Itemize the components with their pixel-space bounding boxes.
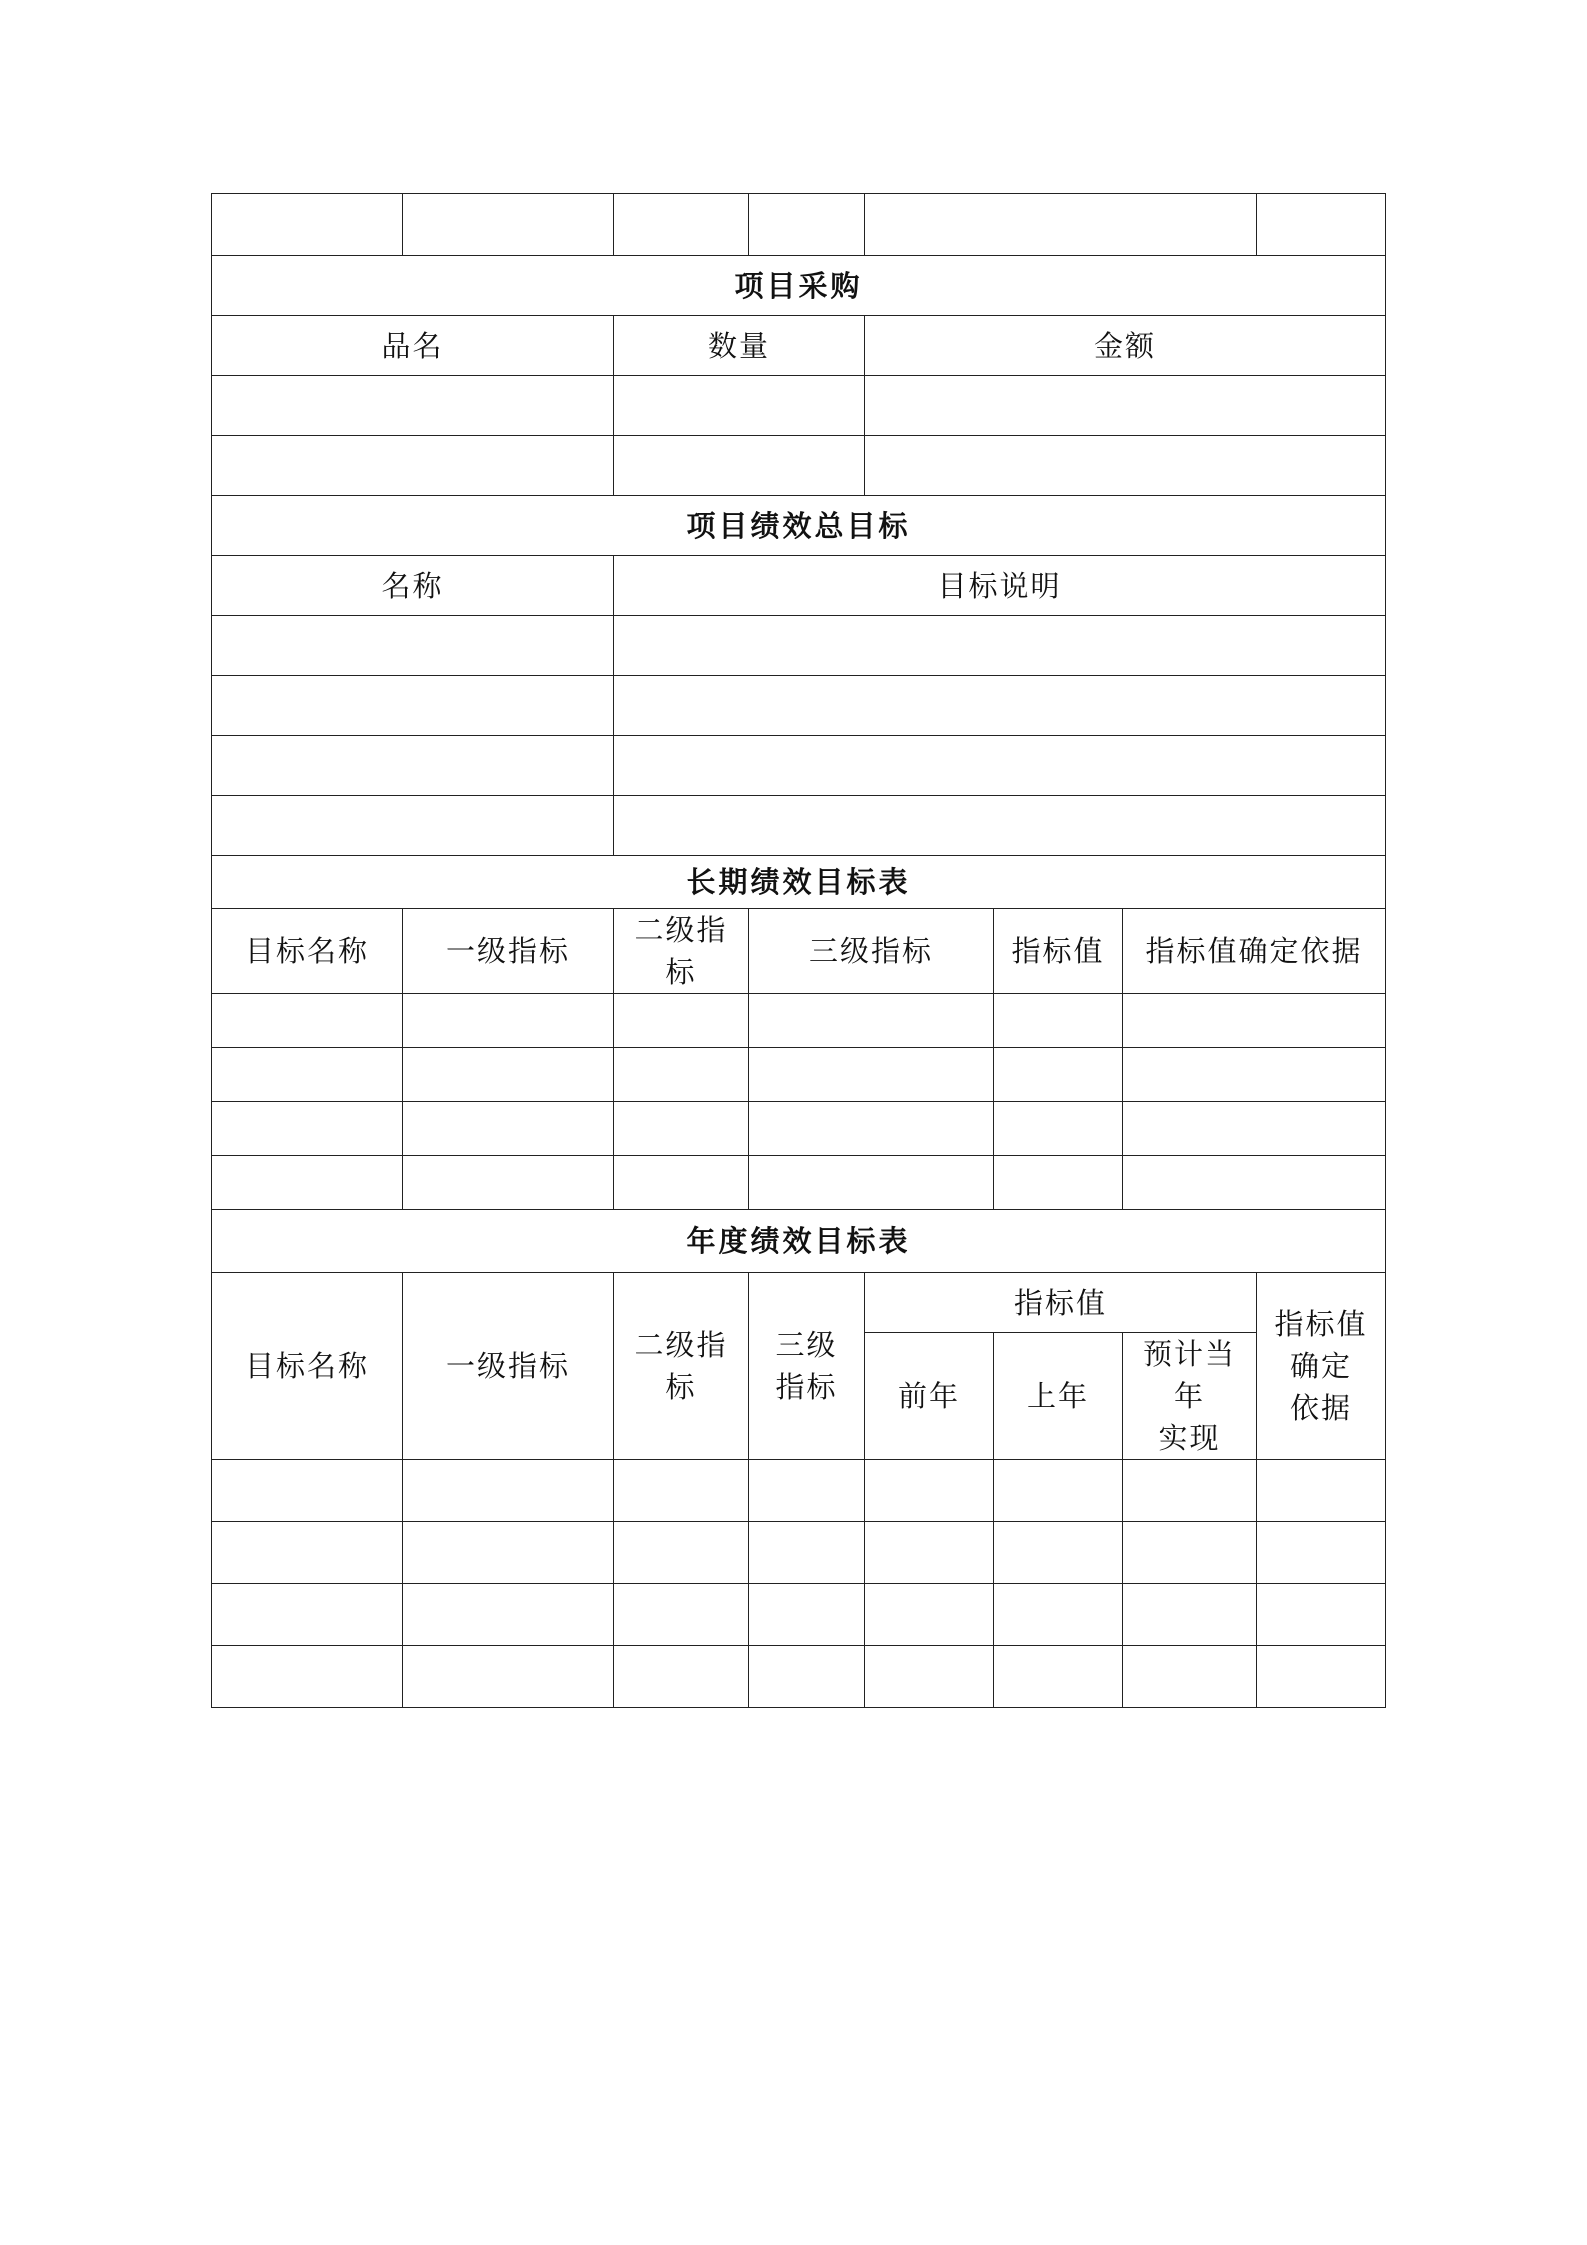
table-row [212,1156,1386,1210]
overall-goal-name-cell[interactable] [212,736,614,796]
table-cell[interactable] [994,1048,1123,1102]
table-cell[interactable] [1123,1522,1257,1584]
table-cell[interactable] [212,994,403,1048]
annual-col-level2: 二级指 标 [614,1273,749,1460]
overall-goal-title: 项目绩效总目标 [212,496,1386,556]
procurement-col-qty: 数量 [614,316,865,376]
table-cell[interactable] [1123,1646,1257,1708]
table-cell[interactable] [1123,994,1386,1048]
table-cell[interactable] [1123,1048,1386,1102]
overall-goal-col-desc: 目标说明 [614,556,1386,616]
table-cell[interactable] [994,1522,1123,1584]
table-cell[interactable] [614,1156,749,1210]
table-cell[interactable] [614,1048,749,1102]
long-term-col-level1: 一级指标 [403,909,614,994]
procurement-col-name: 品名 [212,316,614,376]
annual-col-level3: 三级 指标 [749,1273,865,1460]
table-row [212,676,1386,736]
table-row [212,376,1386,436]
annual-section-row [212,1210,1386,1273]
table-row [212,1646,1386,1708]
procurement-qty-cell[interactable] [614,376,865,436]
procurement-amount-cell[interactable] [865,376,1386,436]
table-cell[interactable] [1123,1460,1257,1522]
annual-header-row-1 [212,1273,1386,1333]
table-row [212,1048,1386,1102]
table-cell[interactable] [212,1646,403,1708]
table-cell[interactable] [749,994,994,1048]
table-row [212,1584,1386,1646]
table-cell[interactable] [614,1522,749,1584]
table-cell[interactable] [614,1584,749,1646]
overall-goal-desc-cell[interactable] [614,736,1386,796]
table-cell[interactable] [212,1584,403,1646]
procurement-amount-cell[interactable] [865,436,1386,496]
table-cell[interactable] [614,994,749,1048]
table-row [212,994,1386,1048]
table-cell[interactable] [994,1156,1123,1210]
table-cell[interactable] [614,1460,749,1522]
table-cell[interactable] [403,1522,614,1584]
performance-goal-form [211,193,1386,1708]
overall-goal-name-cell[interactable] [212,616,614,676]
table-cell[interactable] [749,1460,865,1522]
overall-goal-section-row [212,496,1386,556]
table-row [212,436,1386,496]
table-row [212,1102,1386,1156]
table-cell[interactable] [865,1584,994,1646]
long-term-col-goal-name: 目标名称 [212,909,403,994]
table-cell[interactable] [1257,1460,1386,1522]
table-cell[interactable] [865,194,1257,256]
table-cell[interactable] [994,1646,1123,1708]
annual-title: 年度绩效目标表 [212,1210,1386,1273]
long-term-col-basis: 指标值确定依据 [1123,909,1386,994]
overall-goal-name-cell[interactable] [212,796,614,856]
table-cell[interactable] [403,994,614,1048]
table-row [212,736,1386,796]
long-term-col-level3: 三级指标 [749,909,994,994]
long-term-title: 长期绩效目标表 [212,856,1386,909]
table-cell[interactable] [994,994,1123,1048]
table-cell[interactable] [1123,1156,1386,1210]
long-term-section-row [212,856,1386,909]
procurement-name-cell[interactable] [212,436,614,496]
table-cell[interactable] [403,1048,614,1102]
table-cell[interactable] [749,1156,994,1210]
table-cell[interactable] [749,1646,865,1708]
procurement-qty-cell[interactable] [614,436,865,496]
procurement-header-row [212,316,1386,376]
table-cell[interactable] [1123,1102,1386,1156]
table-cell[interactable] [994,1460,1123,1522]
table-cell[interactable] [1257,1522,1386,1584]
overall-goal-desc-cell[interactable] [614,616,1386,676]
table-cell[interactable] [614,194,749,256]
procurement-title: 项目采购 [212,256,1386,316]
table-cell[interactable] [865,1522,994,1584]
table-cell[interactable] [749,1102,994,1156]
table-row [212,1460,1386,1522]
annual-col-value: 指标值 [865,1273,1257,1333]
overall-goal-name-cell[interactable] [212,676,614,736]
table-cell[interactable] [403,1156,614,1210]
procurement-section-row [212,256,1386,316]
table-cell[interactable] [1257,1646,1386,1708]
table-cell[interactable] [1257,194,1386,256]
table-row [212,1522,1386,1584]
long-term-header-row [212,909,1386,994]
table-cell[interactable] [212,194,403,256]
procurement-name-cell[interactable] [212,376,614,436]
table-cell[interactable] [403,194,614,256]
top-blank-row [212,194,1386,256]
overall-goal-desc-cell[interactable] [614,676,1386,736]
annual-col-prev-year: 前年 [865,1333,994,1460]
overall-goal-desc-cell[interactable] [614,796,1386,856]
annual-col-last-year: 上年 [994,1333,1123,1460]
table-cell[interactable] [865,1646,994,1708]
table-cell[interactable] [403,1646,614,1708]
table-cell[interactable] [212,1522,403,1584]
table-cell[interactable] [865,1460,994,1522]
table-cell[interactable] [749,1584,865,1646]
table-cell[interactable] [749,1522,865,1584]
annual-col-goal-name: 目标名称 [212,1273,403,1460]
table-cell[interactable] [749,194,865,256]
table-row [212,796,1386,856]
long-term-col-value: 指标值 [994,909,1123,994]
table-cell[interactable] [749,1048,994,1102]
procurement-col-amount: 金额 [865,316,1386,376]
table-cell[interactable] [994,1584,1123,1646]
table-cell[interactable] [403,1460,614,1522]
table-cell[interactable] [403,1102,614,1156]
overall-goal-header-row [212,556,1386,616]
overall-goal-col-name: 名称 [212,556,614,616]
table-cell[interactable] [994,1102,1123,1156]
long-term-col-level2: 二级指 标 [614,909,749,994]
table-cell[interactable] [614,1102,749,1156]
table-cell[interactable] [212,1460,403,1522]
table-cell[interactable] [1123,1584,1257,1646]
table-cell[interactable] [403,1584,614,1646]
table-cell[interactable] [1257,1584,1386,1646]
table-row [212,616,1386,676]
table-cell[interactable] [212,1156,403,1210]
annual-col-expected: 预计当 年 实现 [1123,1333,1257,1460]
table-cell[interactable] [212,1102,403,1156]
table-cell[interactable] [614,1646,749,1708]
annual-col-level1: 一级指标 [403,1273,614,1460]
table-cell[interactable] [212,1048,403,1102]
annual-col-basis: 指标值 确定 依据 [1257,1273,1386,1460]
